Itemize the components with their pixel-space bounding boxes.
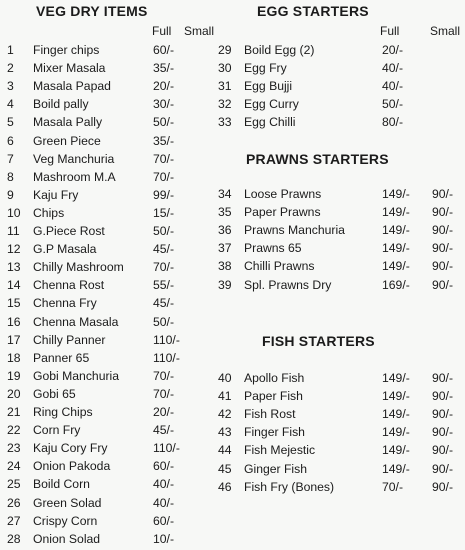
menu-item-full-price: 30/- <box>153 97 175 112</box>
menu-item-name: Green Piece <box>33 133 101 148</box>
menu-item-number: 15 <box>7 296 21 311</box>
menu-item-full-price: 70/- <box>153 169 175 184</box>
menu-item-number: 21 <box>7 405 21 419</box>
menu-item-row <box>218 221 463 239</box>
menu-item-full-price: 149/- <box>382 425 410 440</box>
fish-section-title: FISH STARTERS <box>262 333 375 349</box>
menu-item-row <box>7 258 237 276</box>
menu-item-name: Crispy Corn <box>33 513 98 528</box>
menu-item-number: 42 <box>218 407 232 422</box>
menu-item-number: 17 <box>7 332 21 347</box>
menu-item-number: 20 <box>7 386 21 401</box>
menu-item-name: Paper Prawns <box>244 205 321 220</box>
menu-item-name: Panner 65 <box>33 350 90 365</box>
menu-item-small-price: 90/- <box>432 277 454 292</box>
egg-small-header: Small <box>430 24 461 38</box>
menu-item-name: Loose Prawns <box>244 187 322 201</box>
menu-item-row <box>7 186 237 204</box>
menu-item-number: 2 <box>7 61 14 76</box>
menu-item-row <box>218 478 463 496</box>
menu-item-number: 3 <box>7 79 14 94</box>
veg-small-header: Small <box>184 24 215 38</box>
menu-item-number: 26 <box>7 495 21 510</box>
menu-item-number: 41 <box>218 389 232 404</box>
menu-item-number: 46 <box>218 479 232 494</box>
menu-item-full-price: 20/- <box>382 43 404 57</box>
menu-item-row <box>7 331 237 349</box>
menu-item-small-price: 90/- <box>432 443 454 458</box>
menu-item-row <box>218 405 463 423</box>
menu-item-name: Masala Pally <box>33 115 103 130</box>
menu-item-name: Prawns 65 <box>244 241 302 256</box>
menu-item-row <box>7 512 237 530</box>
menu-item-small-price: 90/- <box>432 223 454 238</box>
menu-item-small-price: 90/- <box>432 407 454 422</box>
menu-item-row <box>218 41 463 59</box>
menu-item-small-price: 90/- <box>432 259 454 274</box>
menu-item-name: Chilli Prawns <box>244 259 315 274</box>
menu-item-row <box>7 77 237 95</box>
menu-item-name: Mixer Masala <box>33 61 106 76</box>
menu-item-number: 25 <box>7 477 21 492</box>
menu-item-row <box>218 257 463 275</box>
menu-item-number: 10 <box>7 205 21 220</box>
menu-item-number: 28 <box>7 531 21 546</box>
menu-item-row <box>7 132 237 150</box>
menu-item-small-price: 90/- <box>432 389 454 404</box>
menu-item-row <box>7 385 237 403</box>
menu-item-full-price: 40/- <box>153 477 175 492</box>
menu-item-full-price: 60/- <box>153 43 175 57</box>
menu-item-row <box>7 240 237 258</box>
veg-full-header: Full <box>152 24 172 38</box>
menu-item-full-price: 70/- <box>153 260 175 275</box>
menu-item-full-price: 60/- <box>153 513 175 528</box>
menu-item-number: 36 <box>218 223 232 238</box>
menu-item-full-price: 20/- <box>153 79 175 94</box>
menu-item-name: Gobi Manchuria <box>33 368 120 383</box>
menu-item-small-price: 90/- <box>432 461 454 476</box>
menu-item-full-price: 149/- <box>382 205 410 220</box>
menu-item-row <box>218 460 463 478</box>
menu-item-full-price: 50/- <box>153 314 175 329</box>
menu-item-number: 45 <box>218 461 232 476</box>
menu-item-name: Gobi 65 <box>33 386 76 401</box>
menu-item-full-price: 149/- <box>382 187 410 201</box>
menu-item-full-price: 70/- <box>382 479 404 494</box>
menu-item-name: Boild Corn <box>33 477 90 492</box>
menu-item-row <box>7 349 237 367</box>
menu-item-number: 44 <box>218 443 232 458</box>
menu-item-name: Kaju Fry <box>33 187 79 202</box>
menu-item-row <box>7 150 237 168</box>
menu-item-full-price: 149/- <box>382 371 410 385</box>
menu-item-number: 19 <box>7 368 21 383</box>
menu-item-full-price: 60/- <box>153 459 175 474</box>
menu-item-name: Paper Fish <box>244 389 303 404</box>
menu-item-full-price: 45/- <box>153 242 175 257</box>
menu-item-number: 43 <box>218 425 232 440</box>
menu-item-full-price: 149/- <box>382 223 410 238</box>
menu-item-row <box>7 95 237 113</box>
menu-item-number: 35 <box>218 205 232 220</box>
menu-item-small-price: 90/- <box>432 371 454 385</box>
menu-item-number: 33 <box>218 115 232 130</box>
menu-item-row <box>218 59 463 77</box>
menu-item-name: Apollo Fish <box>244 371 305 385</box>
menu-item-row <box>7 403 237 421</box>
menu-item-row <box>218 95 463 113</box>
menu-item-full-price: 149/- <box>382 389 410 404</box>
menu-item-number: 37 <box>218 241 232 256</box>
menu-item-full-price: 149/- <box>382 443 410 458</box>
menu-item-row <box>218 387 463 405</box>
menu-item-row <box>7 168 237 186</box>
menu-item-name: Spl. Prawns Dry <box>244 277 332 292</box>
menu-item-name: Chenna Masala <box>33 314 119 329</box>
menu-item-name: Prawns Manchuria <box>244 223 345 238</box>
menu-item-number: 27 <box>7 513 21 528</box>
menu-item-row <box>7 113 237 131</box>
menu-item-name: Green Solad <box>33 495 102 510</box>
menu-item-row <box>7 313 237 331</box>
menu-item-number: 5 <box>7 115 14 130</box>
menu-item-row <box>7 59 237 77</box>
egg-full-header: Full <box>380 24 400 38</box>
veg-section-title: VEG DRY ITEMS <box>36 3 148 19</box>
menu-item-small-price: 90/- <box>432 187 454 201</box>
menu-item-name: Finger Fish <box>244 425 305 440</box>
menu-item-small-price: 90/- <box>432 205 454 220</box>
menu-item-full-price: 149/- <box>382 241 410 256</box>
menu-item-full-price: 169/- <box>382 277 410 292</box>
menu-item-full-price: 110/- <box>153 441 180 456</box>
menu-item-number: 7 <box>7 151 14 166</box>
menu-item-row <box>7 475 237 493</box>
menu-item-full-price: 70/- <box>153 151 175 166</box>
menu-item-name: Chenna Rost <box>33 278 105 293</box>
menu-item-full-price: 149/- <box>382 407 410 422</box>
menu-item-name: Onion Solad <box>33 531 101 546</box>
menu-item-number: 38 <box>218 259 232 274</box>
menu-item-number: 1 <box>7 43 14 57</box>
menu-item-number: 11 <box>7 224 20 238</box>
menu-item-row <box>218 369 463 387</box>
menu-item-name: G.Piece Rost <box>33 224 105 238</box>
menu-item-number: 18 <box>7 350 21 365</box>
menu-item-full-price: 70/- <box>153 386 175 401</box>
menu-item-name: Chenna Fry <box>33 296 97 311</box>
menu-item-name: Egg Chilli <box>244 115 296 130</box>
menu-item-full-price: 20/- <box>153 405 175 419</box>
menu-item-small-price: 90/- <box>432 241 454 256</box>
menu-item-number: 23 <box>7 441 21 456</box>
menu-item-name: G.P Masala <box>33 242 97 257</box>
menu-item-number: 39 <box>218 277 232 292</box>
menu-item-row <box>218 423 463 441</box>
menu-item-name: Fish Rost <box>244 407 296 422</box>
menu-item-row <box>218 113 463 131</box>
menu-item-name: Corn Fry <box>33 423 81 438</box>
menu-item-full-price: 80/- <box>382 115 404 130</box>
menu-item-full-price: 40/- <box>382 61 404 76</box>
menu-item-row <box>7 421 237 439</box>
menu-item-small-price: 90/- <box>432 425 454 440</box>
menu-item-name: Boild pally <box>33 97 89 112</box>
menu-item-name: Mashroom M.A <box>33 169 116 184</box>
menu-item-row <box>7 294 237 312</box>
menu-item-full-price: 50/- <box>153 115 175 130</box>
menu-item-full-price: 110/- <box>153 350 180 365</box>
menu-item-full-price: 110/- <box>153 332 180 347</box>
menu-item-full-price: 45/- <box>153 423 175 438</box>
menu-item-full-price: 40/- <box>153 495 175 510</box>
menu-item-name: Chilly Mashroom <box>33 260 124 275</box>
menu-item-full-price: 35/- <box>153 133 175 148</box>
menu-item-name: Ginger Fish <box>244 461 307 476</box>
menu-item-number: 16 <box>7 314 21 329</box>
menu-item-row <box>7 222 237 240</box>
menu-item-full-price: 50/- <box>153 224 175 238</box>
menu-item-name: Fish Fry (Bones) <box>244 479 335 494</box>
menu-item-row <box>7 367 237 385</box>
menu-item-full-price: 149/- <box>382 259 410 274</box>
menu-item-small-price: 90/- <box>432 479 454 494</box>
menu-item-full-price: 45/- <box>153 296 175 311</box>
menu-item-row <box>218 441 463 459</box>
menu-item-row <box>7 439 237 457</box>
menu-item-name: Kaju Cory Fry <box>33 441 108 456</box>
menu-item-full-price: 40/- <box>382 79 404 94</box>
menu-item-full-price: 55/- <box>153 278 175 293</box>
menu-item-name: Ring Chips <box>33 405 93 419</box>
menu-item-number: 12 <box>7 242 21 257</box>
menu-item-row <box>218 276 463 294</box>
menu-item-row <box>7 457 237 475</box>
menu-item-name: Masala Papad <box>33 79 111 94</box>
menu-item-number: 30 <box>218 61 232 76</box>
menu-item-number: 22 <box>7 423 21 438</box>
menu-item-name: Veg Manchuria <box>33 151 115 166</box>
menu-item-number: 24 <box>7 459 21 474</box>
menu-item-name: Egg Fry <box>244 61 287 76</box>
menu-item-row <box>7 41 237 59</box>
menu-item-number: 32 <box>218 97 232 112</box>
menu-item-number: 31 <box>218 79 232 94</box>
menu-item-full-price: 35/- <box>153 61 175 76</box>
menu-item-number: 14 <box>7 278 21 293</box>
menu-item-number: 6 <box>7 133 14 148</box>
menu-item-number: 8 <box>7 169 14 184</box>
prawns-section-title: PRAWNS STARTERS <box>246 151 389 167</box>
menu-item-number: 4 <box>7 97 14 112</box>
menu-item-name: Egg Curry <box>244 97 299 112</box>
menu-item-number: 34 <box>218 187 232 201</box>
menu-item-full-price: 70/- <box>153 368 175 383</box>
menu-item-number: 13 <box>7 260 21 275</box>
menu-item-full-price: 15/- <box>153 205 175 220</box>
menu-item-name: Onion Pakoda <box>33 459 111 474</box>
menu-item-full-price: 149/- <box>382 461 410 476</box>
menu-item-name: Boild Egg (2) <box>244 43 315 57</box>
menu-item-name: Chips <box>33 205 65 220</box>
menu-item-full-price: 50/- <box>382 97 404 112</box>
menu-item-name: Egg Bujji <box>244 79 293 94</box>
menu-item-row <box>7 276 237 294</box>
menu-item-row <box>218 77 463 95</box>
menu-item-row <box>218 185 463 203</box>
menu-item-number: 9 <box>7 187 14 202</box>
egg-section-title: EGG STARTERS <box>257 3 369 19</box>
menu-item-row <box>218 239 463 257</box>
menu-item-row <box>7 530 237 548</box>
menu-item-number: 40 <box>218 371 232 385</box>
menu-item-row <box>7 494 237 512</box>
menu-item-row <box>7 204 237 222</box>
menu-item-full-price: 99/- <box>153 187 175 202</box>
menu-item-number: 29 <box>218 43 232 57</box>
menu-item-name: Fish Mejestic <box>244 443 316 458</box>
menu-item-name: Finger chips <box>33 43 100 57</box>
menu-item-name: Chilly Panner <box>33 332 106 347</box>
menu-item-full-price: 10/- <box>153 531 175 546</box>
menu-item-row <box>218 203 463 221</box>
